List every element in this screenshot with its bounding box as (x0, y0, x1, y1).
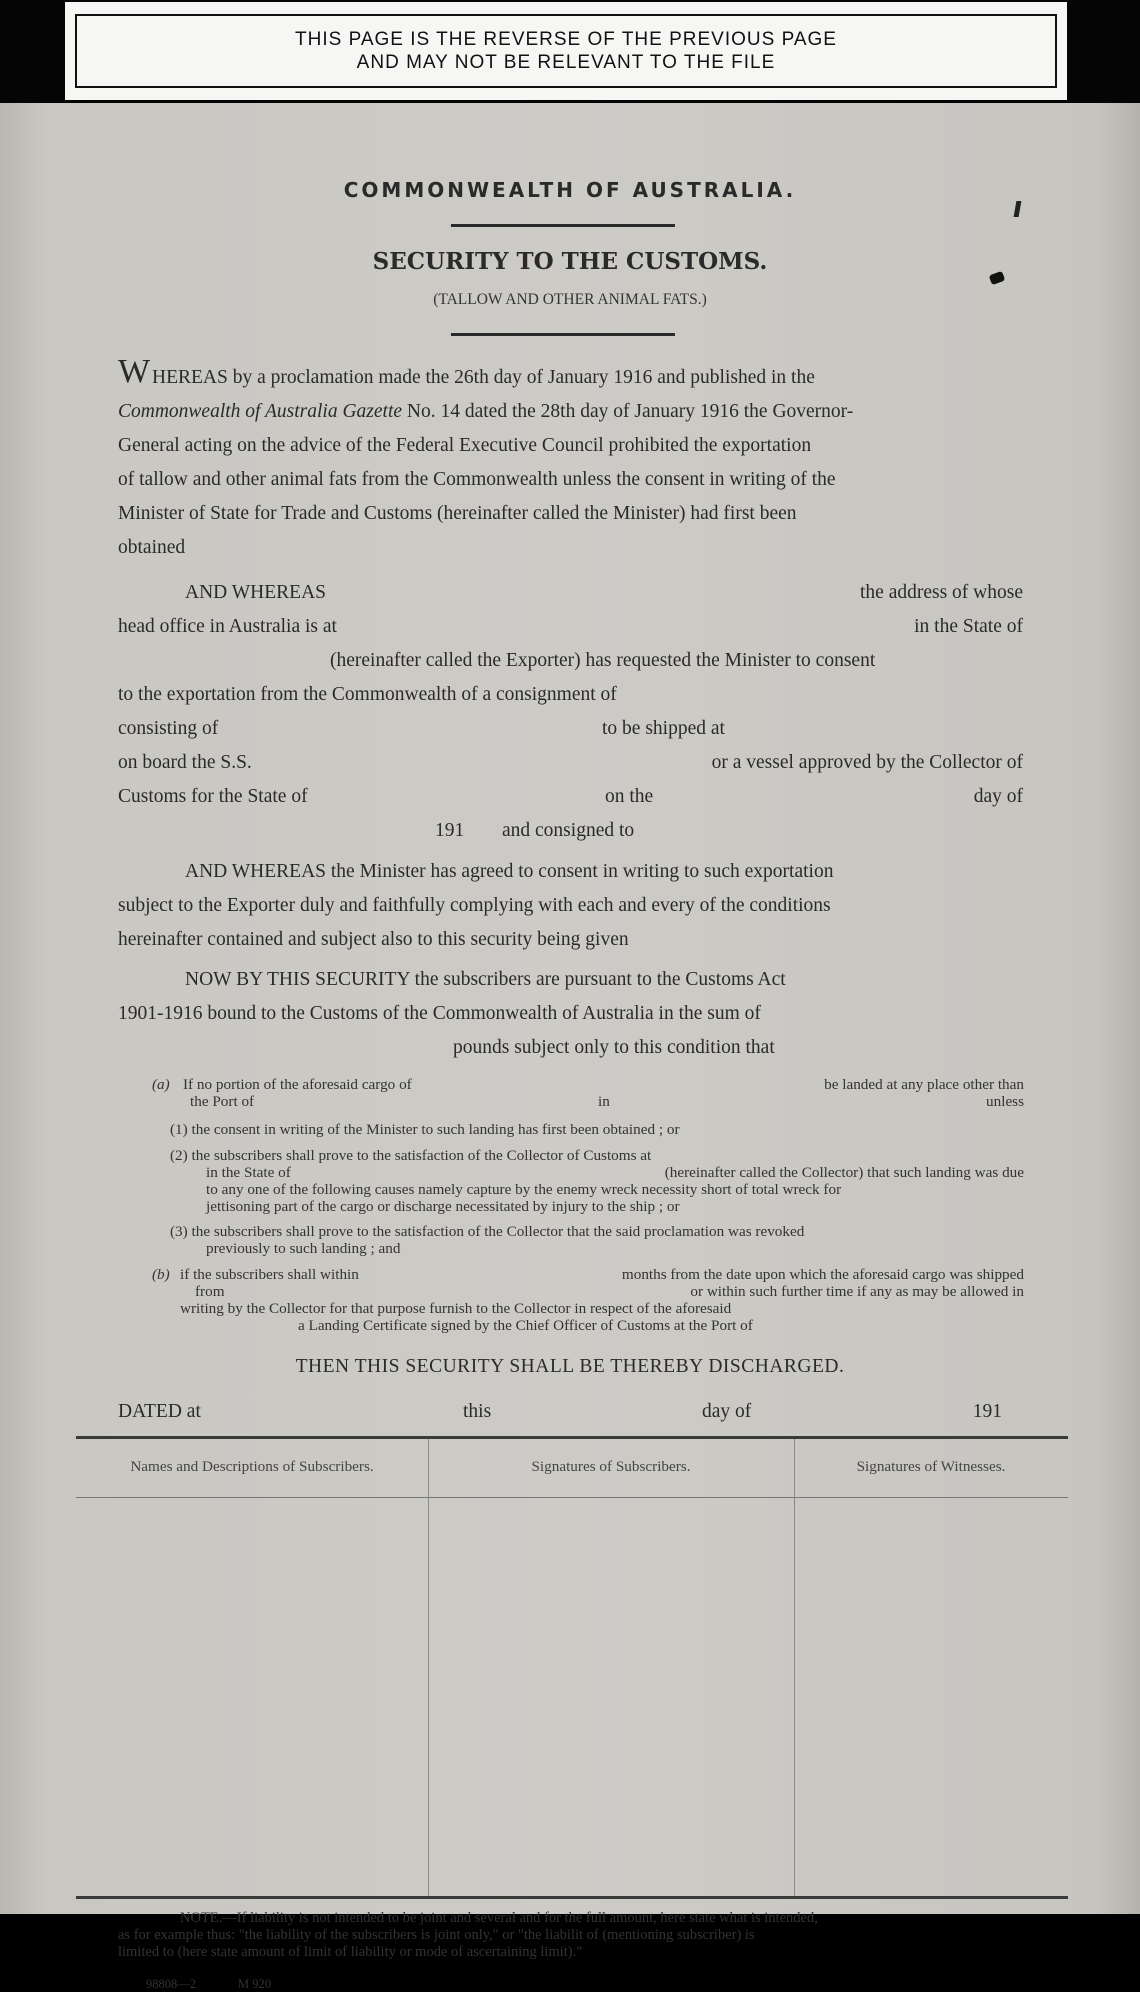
banner-box (75, 14, 1057, 88)
condition-b-line-2-right: or within such further time if any as may be allowed in (690, 1283, 1024, 1300)
country-heading: COMMONWEALTH OF AUSTRALIA. (343, 178, 797, 202)
dated-this-label: this (463, 1401, 492, 1422)
table-bottom-rule (76, 1896, 1068, 1899)
whereas-line-1: HEREAS by a proclamation made the 26th day of January 1916 and published in the (152, 367, 815, 388)
table-divider-2 (794, 1439, 795, 1897)
condition-b-line-1: if the subscribers shall within (180, 1266, 359, 1283)
in-state-of-label: in the State of (914, 616, 1023, 637)
to-be-shipped-label: to be shipped at (602, 718, 725, 739)
condition-b-line-4: a Landing Certificate signed by the Chief Officer of Customs at the Port of (298, 1317, 753, 1334)
condition-a-line-1-right: be landed at any place other than (824, 1076, 1024, 1093)
condition-2-line-1: (2) the subscribers shall prove to the satisfaction of the Collector of Customs at (170, 1147, 652, 1164)
whereas-line-3: General acting on the advice of the Federal Executive Council prohibited the exportation (118, 435, 812, 456)
column-header-names: Names and Descriptions of Subscribers. (130, 1458, 374, 1475)
consigned-label: and consigned to (502, 820, 635, 841)
agreed-line-2: subject to the Exporter duly and faithfully complying with each and every of the conditions (118, 895, 831, 916)
year-label: 191 (435, 820, 465, 841)
on-board-label: on board the S.S. (118, 752, 252, 773)
heading-rule-2 (451, 333, 675, 336)
now-line-1: NOW BY THIS SECURITY the subscribers are pursuant to the Customs Act (185, 969, 786, 990)
on-the-label: on the (605, 786, 654, 807)
now-line-2: 1901-1916 bound to the Customs of the Commonwealth of Australia in the sum of (118, 1003, 761, 1024)
note-line-1: NOTE.—If liability is not intended to be joint and several and for the full amount, here state what is intended, (180, 1910, 818, 1926)
now-line-3: pounds subject only to this condition that (453, 1037, 775, 1058)
condition-b-line-2: from (195, 1283, 225, 1300)
condition-2-line-3: to any one of the following causes namely capture by the enemy wreck necessity short of total wreck for (206, 1181, 842, 1198)
condition-a-line-2: the Port of (190, 1093, 255, 1110)
condition-a-line-1: If no portion of the aforesaid cargo of (183, 1076, 412, 1093)
table-top-rule (76, 1436, 1068, 1439)
discharge-statement: THEN THIS SECURITY SHALL BE THEREBY DISCHARGED. (295, 1356, 845, 1377)
note-line-3: limited to (here state amount of limit of liability or mode of ascertaining limit)." (118, 1944, 583, 1960)
and-whereas-label: AND WHEREAS (185, 582, 327, 603)
condition-3-line-1: (3) the subscribers shall prove to the satisfaction of the Collector that the said proclamation was revoked (170, 1223, 805, 1240)
condition-b-label: (b) (152, 1266, 170, 1283)
whereas-line-4: of tallow and other animal fats from the Commonwealth unless the consent in writing of the (118, 469, 836, 490)
dated-year-label: 191 (972, 1401, 1002, 1422)
condition-a-label: (a) (152, 1076, 170, 1093)
hereinafter-exporter: (hereinafter called the Exporter) has requested the Minister to consent (330, 650, 876, 671)
head-office-label: head office in Australia is at (118, 616, 337, 637)
agreed-line-1: AND WHEREAS the Minister has agreed to consent in writing to such exportation (185, 861, 834, 882)
reverse-page-banner (65, 2, 1067, 100)
condition-2-line-2: in the State of (206, 1164, 291, 1181)
day-of-label: day of (973, 786, 1023, 807)
condition-2-line-2-right: (hereinafter called the Collector) that such landing was due (664, 1164, 1024, 1181)
heading-rule-1 (451, 224, 675, 227)
print-code: M 920 (238, 1977, 271, 1991)
whereas-line-5: Minister of State for Trade and Customs (hereinafter called the Minister) had first been (118, 503, 797, 524)
table-divider-1 (428, 1439, 429, 1897)
condition-a-line-2-mid: in (598, 1093, 610, 1110)
whereas-line-6: obtained (118, 537, 186, 558)
whereas-line-2-rest: No. 14 dated the 28th day of January 1916 the Governor- (402, 401, 854, 422)
dated-day-of-label: day of (702, 1401, 752, 1422)
form-number: 98808—2 (146, 1977, 196, 1991)
condition-3-line-2: previously to such landing ; and (206, 1240, 401, 1257)
banner-line-1: THIS PAGE IS THE REVERSE OF THE PREVIOUS PAGE (295, 29, 837, 50)
column-header-signatures: Signatures of Subscribers. (531, 1458, 691, 1475)
table-header-rule (76, 1497, 1068, 1498)
address-of-whose: the address of whose (860, 582, 1023, 603)
condition-a-line-2-right: unless (986, 1093, 1024, 1110)
whereas-line-2 (118, 401, 853, 423)
whereas-dropcap: W (118, 353, 151, 390)
agreed-line-3: hereinafter contained and subject also to this security being given (118, 929, 629, 950)
consisting-of-label: consisting of (118, 718, 219, 739)
column-header-witnesses: Signatures of Witnesses. (856, 1458, 1006, 1475)
document-subtitle: (TALLOW AND OTHER ANIMAL FATS.) (433, 291, 707, 308)
condition-1: (1) the consent in writing of the Minister to such landing has first been obtained ; or (170, 1121, 680, 1138)
gazette-title: Commonwealth of Australia Gazette (118, 401, 403, 422)
customs-state-label: Customs for the State of (118, 786, 308, 807)
document-page (0, 103, 1140, 1991)
to-exportation: to the exportation from the Commonwealth of a consignment of (118, 684, 617, 705)
dated-at-label: DATED at (118, 1401, 201, 1422)
margin-mark (1014, 201, 1022, 217)
document-title: SECURITY TO THE CUSTOMS. (372, 248, 768, 275)
banner-line-2: AND MAY NOT BE RELEVANT TO THE FILE (356, 52, 776, 73)
condition-b-line-1-right: months from the date upon which the aforesaid cargo was shipped (621, 1266, 1024, 1283)
condition-b-line-3: writing by the Collector for that purpose furnish to the Collector in respect of the aforesaid (180, 1300, 732, 1317)
note-line-2: as for example thus: "the liability of the subscribers is joint only," or "the liabilit of (mentioning subscriber) is (118, 1927, 755, 1943)
vessel-approved-label: or a vessel approved by the Collector of (711, 752, 1023, 773)
condition-2-line-4: jettisoning part of the cargo or discharge necessitated by injury to the ship ; or (206, 1198, 680, 1215)
